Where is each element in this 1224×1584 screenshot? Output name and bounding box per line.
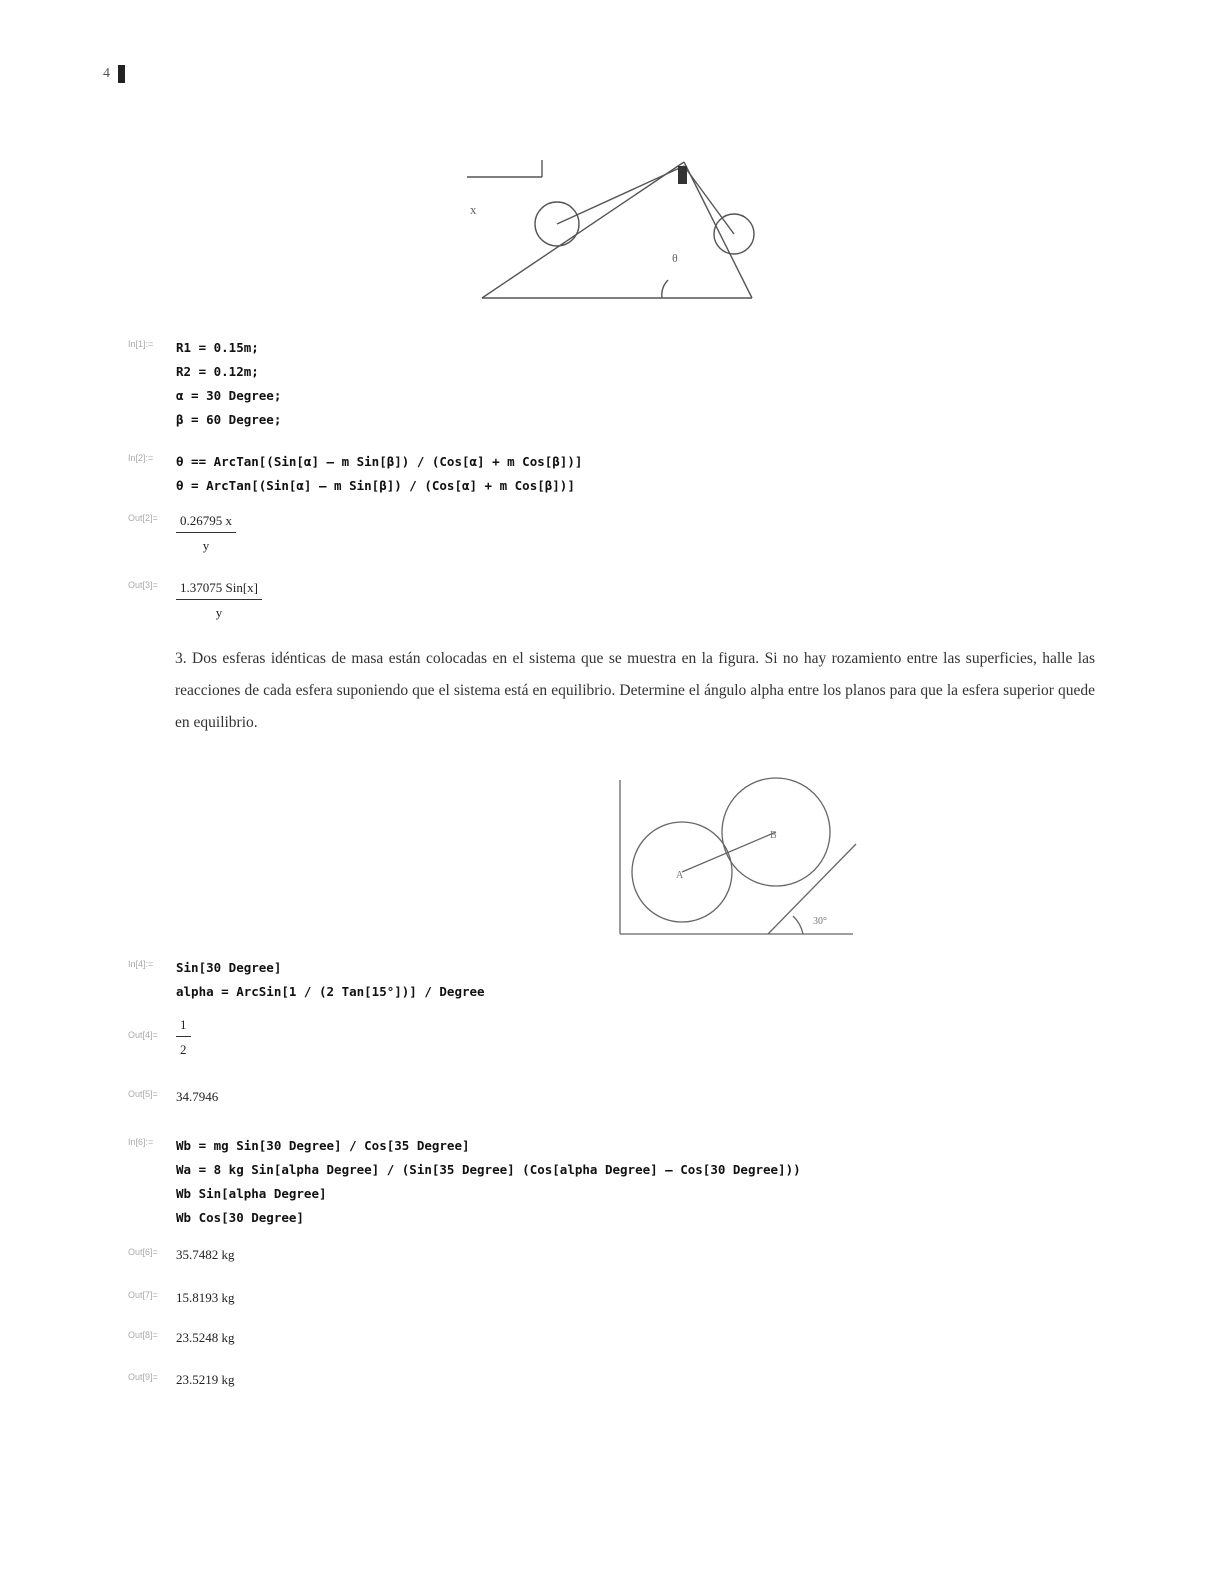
output-cell — [128, 510, 236, 557]
cell-label: In[2]:= — [128, 453, 154, 463]
fraction-numerator: 1 — [176, 1014, 191, 1037]
output-value: 23.5219 kg — [176, 1372, 235, 1387]
cell-label: Out[3]= — [128, 580, 158, 590]
output-cell — [128, 1086, 218, 1108]
figure2-label-angle: 30° — [813, 916, 827, 927]
fraction — [176, 1014, 191, 1061]
figure2-label-b: B — [770, 830, 777, 841]
code-line: Sin[30 Degree] — [176, 960, 282, 975]
code-line: α = 30 Degree; — [176, 388, 282, 403]
output-cell — [128, 577, 262, 624]
cell-label: Out[5]= — [128, 1089, 158, 1099]
fraction-numerator: 1.37075 Sin[x] — [176, 577, 262, 600]
output-cell — [128, 1244, 235, 1266]
input-cell — [128, 956, 485, 1004]
fraction-numerator: 0.26795 x — [176, 510, 236, 533]
cell-label: Out[8]= — [128, 1330, 158, 1340]
output-value: 35.7482 kg — [176, 1247, 235, 1262]
page-header — [103, 64, 133, 84]
code-line: θ == ArcTan[(Sin[α] – m Sin[β]) / (Cos[α] + m Cos[β])] — [176, 454, 583, 469]
cell-label: In[4]:= — [128, 959, 154, 969]
page-number: 4 — [103, 66, 110, 81]
cell-label: Out[9]= — [128, 1372, 158, 1382]
input-cell — [128, 1134, 801, 1230]
input-cell — [128, 336, 281, 432]
fraction — [176, 577, 262, 624]
figure-inclined-planes — [462, 152, 762, 304]
input-cell — [128, 450, 582, 498]
figure2-label-a: A — [676, 870, 684, 881]
cell-label: Out[2]= — [128, 513, 158, 523]
output-value: 34.7946 — [176, 1089, 219, 1104]
code-line: θ = ArcTan[(Sin[α] – m Sin[β]) / (Cos[α] + m Cos[β])] — [176, 478, 575, 493]
cell-label: In[6]:= — [128, 1137, 154, 1147]
cell-label: In[1]:= — [128, 339, 154, 349]
figure1-label-x: x — [470, 202, 477, 217]
figure1-label-theta: θ — [672, 251, 678, 265]
fraction — [176, 510, 236, 557]
code-line: alpha = ArcSin[1 / (2 Tan[15°])] / Degree — [176, 984, 485, 999]
code-line: Wb Sin[alpha Degree] — [176, 1186, 327, 1201]
header-bar — [118, 65, 125, 83]
output-cell — [128, 1327, 235, 1349]
fraction-denominator: y — [202, 538, 210, 553]
output-value: 23.5248 kg — [176, 1330, 235, 1345]
code-line: Wb Cos[30 Degree] — [176, 1210, 304, 1225]
code-line: β = 60 Degree; — [176, 412, 282, 427]
code-line: Wb = mg Sin[30 Degree] / Cos[35 Degree] — [176, 1138, 470, 1153]
output-cell — [128, 1287, 235, 1309]
cell-label: Out[7]= — [128, 1290, 158, 1300]
code-line: R1 = 0.15m; — [176, 340, 259, 355]
cell-label: Out[4]= — [128, 1030, 158, 1040]
fraction-denominator: y — [215, 605, 223, 620]
output-cell — [128, 1369, 235, 1391]
cell-label: Out[6]= — [128, 1247, 158, 1257]
fraction-denominator: 2 — [180, 1042, 187, 1057]
code-line: R2 = 0.12m; — [176, 364, 259, 379]
output-value: 15.8193 kg — [176, 1290, 235, 1305]
code-line: Wa = 8 kg Sin[alpha Degree] / (Sin[35 Degree] (Cos[alpha Degree] – Cos[30 Degree])) — [176, 1162, 801, 1177]
figure-two-spheres — [608, 774, 860, 942]
output-cell — [128, 1014, 191, 1061]
problem-paragraph: 3. Dos esferas idénticas de masa están colocadas en el sistema que se muestra en la figura. Si no hay rozamiento entre las superficies, halle las reacciones de cada esfera suponiendo que el sistema está en equilibrio. Determine el ángulo alpha entre los planos para que la esfera superior quede en equilibrio. — [175, 650, 1095, 731]
